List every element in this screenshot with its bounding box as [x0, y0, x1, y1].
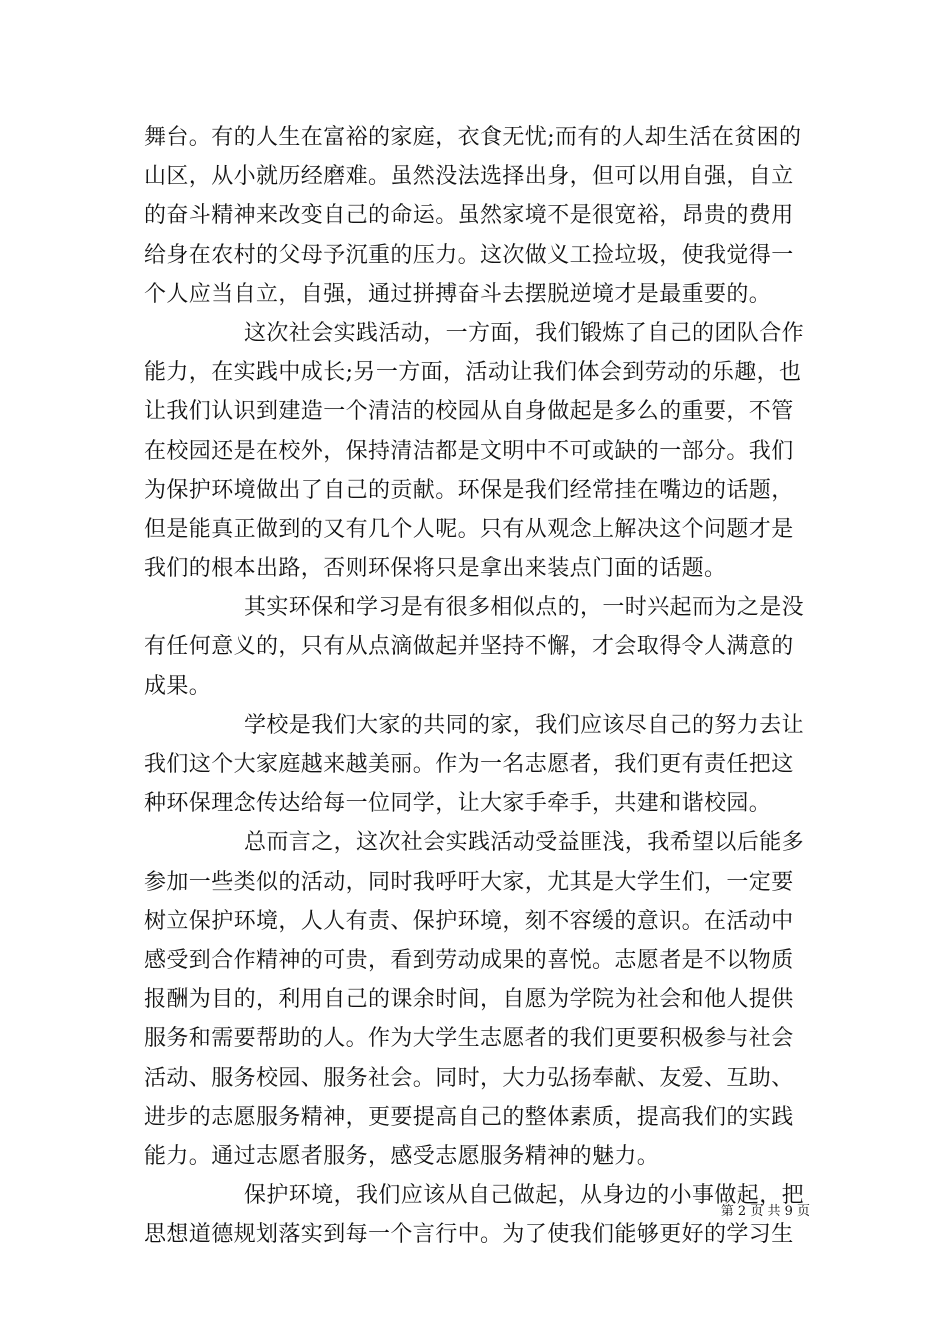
text-line: 进步的志愿服务精神，更要提高自己的整体素质，提高我们的实践	[144, 1104, 794, 1130]
text-line: 让我们认识到建造一个清洁的校园从自身做起是多么的重要，不管	[144, 399, 794, 425]
text-line: 为保护环境做出了自己的贡献。环保是我们经常挂在嘴边的话题，	[144, 477, 794, 503]
text-line: 报酬为目的，利用自己的课余时间，自愿为学院为社会和他人提供	[144, 987, 794, 1013]
text-line: 树立保护环境，人人有责、保护环境，刻不容缓的意识。在活动中	[144, 908, 794, 934]
text-line: 能力，在实践中成长;另一方面，活动让我们体会到劳动的乐趣，也	[144, 360, 802, 386]
text-line: 我们这个大家庭越来越美丽。作为一名志愿者，我们更有责任把这	[144, 752, 794, 777]
text-line: 在校园还是在校外，保持清洁都是文明中不可或缺的一部分。我们	[144, 438, 794, 464]
text-line: 但是能真正做到的又有几个人呢。只有从观念上解决这个问题才是	[144, 516, 794, 542]
paragraph-start-line: 其实环保和学习是有很多相似点的，一时兴起而为之是没	[244, 595, 805, 621]
text-line: 思想道德规划落实到每一个言行中。为了使我们能够更好的学习生	[144, 1222, 794, 1248]
text-line: 感受到合作精神的可贵，看到劳动成果的喜悦。志愿者是不以物质	[144, 947, 794, 973]
body-text	[144, 118, 808, 1254]
paragraph-start-line: 这次社会实践活动，一方面，我们锻炼了自己的团队合作	[244, 320, 805, 346]
paragraph-start-line: 保护环境，我们应该从自己做起，从身边的小事做起，把	[244, 1183, 805, 1209]
text-line: 能力。通过志愿者服务，感受志愿服务精神的魅力。	[144, 1143, 660, 1169]
text-line: 种环保理念传达给每一位同学，让大家手牵手，共建和谐校园。	[144, 791, 772, 817]
text-line: 的奋斗精神来改变自己的命运。虽然家境不是很宽裕，昂贵的费用	[144, 203, 794, 229]
text-line: 活动、服务校园、服务社会。同时，大力弘扬奉献、友爱、互助、	[144, 1065, 794, 1091]
text-line: 有任何意义的，只有从点滴做起并坚持不懈，才会取得令人满意的	[144, 634, 794, 660]
text-line: 服务和需要帮助的人。作为大学生志愿者的我们更要积极参与社会	[144, 1026, 794, 1052]
text-line: 成果。	[144, 673, 212, 699]
text-line: 给身在农村的父母予沉重的压力。这次做义工捡垃圾，使我觉得一	[144, 242, 794, 268]
text-line: 舞台。有的人生在富裕的家庭，衣食无忧;而有的人却生活在贫困的	[144, 125, 802, 150]
paragraph-start-line: 总而言之，这次社会实践活动受益匪浅，我希望以后能多	[244, 830, 805, 856]
text-line: 个人应当自立，自强，通过拼搏奋斗去摆脱逆境才是最重要的。	[144, 281, 772, 307]
paragraph-start-line: 学校是我们大家的共同的家，我们应该尽自己的努力去让	[244, 712, 805, 738]
text-line: 参加一些类似的活动，同时我呼吁大家，尤其是大学生们，一定要	[144, 869, 794, 895]
text-line: 山区，从小就历经磨难。虽然没法选择出身，但可以用自强，自立	[144, 164, 794, 190]
text-line: 我们的根本出路，否则环保将只是拿出来装点门面的话题。	[144, 556, 727, 582]
page-number-footer: 第 2 页 共 9 页	[720, 1204, 810, 1219]
